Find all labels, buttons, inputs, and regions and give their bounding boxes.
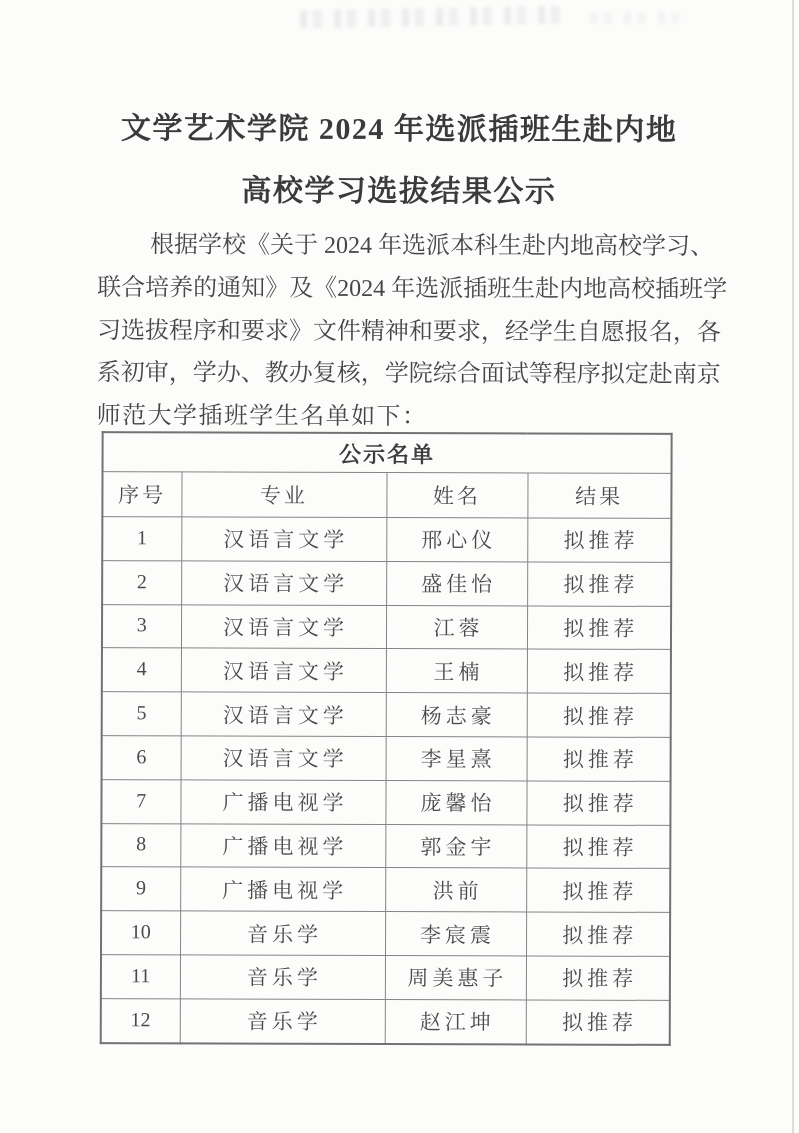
cell-name: 周美惠子	[385, 955, 526, 999]
table-row	[101, 823, 670, 869]
cell-result: 拟推荐	[527, 737, 671, 781]
cell-name: 洪前	[385, 868, 526, 912]
cell-name: 邢心仪	[386, 518, 527, 562]
cell-result: 拟推荐	[527, 518, 671, 562]
table-row	[102, 648, 671, 694]
cell-index: 10	[101, 911, 180, 955]
cell-result: 拟推荐	[527, 606, 671, 650]
cell-result: 拟推荐	[526, 825, 670, 869]
cell-index: 4	[102, 648, 181, 692]
cell-result: 拟推荐	[526, 912, 670, 956]
cell-index: 1	[102, 517, 181, 561]
cell-result: 拟推荐	[527, 562, 671, 606]
cell-name: 盛佳怡	[386, 561, 527, 605]
cell-result: 拟推荐	[527, 649, 671, 693]
table-row	[102, 692, 671, 738]
cell-major: 汉语言文学	[181, 736, 386, 780]
title-line-2: 高校学习选拔结果公示	[241, 174, 557, 209]
cell-result: 拟推荐	[526, 1000, 670, 1045]
column-header-major: 专业	[181, 472, 386, 518]
cell-major: 汉语言文学	[181, 648, 386, 692]
cell-major: 音乐学	[180, 999, 385, 1044]
table-row	[102, 736, 671, 782]
paragraph-line: 系初审，学办、教办复核，学院综合面试等程序拟定赴南京	[96, 360, 721, 389]
announcement-table	[100, 431, 673, 1045]
cell-result: 拟推荐	[527, 693, 671, 737]
table-row	[101, 955, 670, 1001]
cell-index: 6	[102, 736, 181, 780]
table-caption: 公示名单	[103, 432, 672, 473]
cell-result: 拟推荐	[526, 781, 670, 825]
column-header-index: 序号	[102, 472, 181, 517]
table-row	[102, 560, 671, 606]
cell-name: 李宸震	[385, 912, 526, 956]
cell-name: 庞馨怡	[385, 780, 526, 824]
cell-index: 3	[102, 604, 181, 648]
title-line-1: 文学艺术学院 2024 年选派插班生赴内地	[120, 112, 678, 147]
table-row	[102, 604, 671, 650]
paragraph-line: 师范大学插班学生名单如下：	[96, 403, 428, 431]
column-header-name: 姓名	[386, 473, 527, 518]
paragraph-line: 习选拔程序和要求》文件精神和要求，经学生自愿报名，各	[96, 317, 721, 346]
cell-index: 5	[102, 692, 181, 736]
cell-name: 赵江坤	[385, 999, 526, 1044]
table-row	[101, 779, 670, 825]
table-row	[101, 911, 670, 957]
table-row	[101, 867, 670, 913]
paragraph-line: 联合培养的通知》及《2024 年选派插班生赴内地高校插班学	[97, 274, 728, 303]
cell-major: 广播电视学	[180, 867, 385, 911]
paragraph-line: 根据学校《关于 2024 年选派本科生赴内地高校学习、	[149, 232, 715, 261]
cell-index: 9	[101, 867, 180, 911]
table-header-row	[102, 472, 671, 519]
cell-name: 王楠	[386, 649, 527, 693]
cell-major: 汉语言文学	[181, 561, 386, 605]
cell-index: 12	[101, 998, 180, 1043]
cell-index: 8	[101, 823, 180, 867]
table-row	[102, 517, 671, 563]
cell-name: 江蓉	[386, 605, 527, 649]
cell-result: 拟推荐	[526, 868, 670, 912]
table-caption-row	[103, 432, 672, 473]
cell-name: 郭金宇	[385, 824, 526, 868]
cell-index: 7	[101, 779, 180, 823]
cell-index: 11	[101, 955, 180, 999]
body-paragraph	[96, 224, 728, 440]
cell-major: 汉语言文学	[181, 692, 386, 736]
cell-result: 拟推荐	[526, 956, 670, 1000]
cell-major: 音乐学	[180, 955, 385, 999]
cell-major: 汉语言文学	[181, 517, 386, 561]
cell-name: 李星熹	[386, 737, 527, 781]
cell-name: 杨志豪	[386, 693, 527, 737]
cell-index: 2	[102, 560, 181, 604]
table-body	[101, 517, 672, 1045]
table-row	[101, 998, 670, 1044]
cell-major: 汉语言文学	[181, 604, 386, 648]
cell-major: 广播电视学	[180, 780, 385, 824]
document-title	[69, 98, 728, 224]
column-header-result: 结果	[527, 473, 671, 518]
cell-major: 音乐学	[180, 911, 385, 955]
cell-major: 广播电视学	[180, 823, 385, 867]
